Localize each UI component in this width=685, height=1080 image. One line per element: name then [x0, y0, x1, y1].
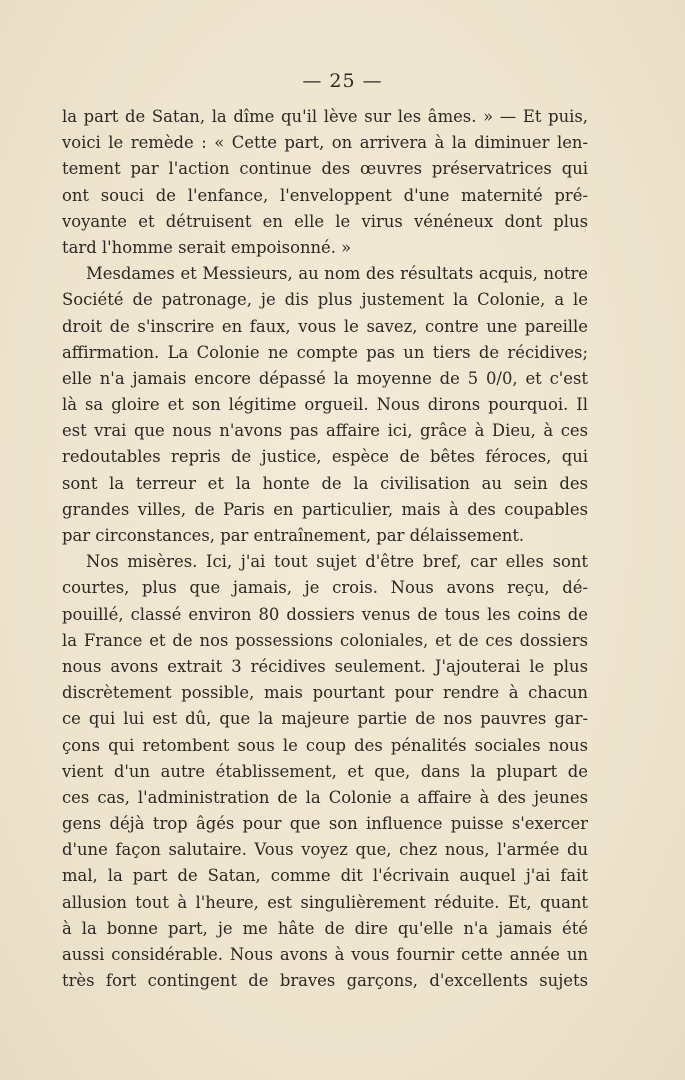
text-line: allusion tout à l'heure, est singulièrement réduite. Et, quant [62, 892, 588, 912]
text-line: pouillé, classé environ 80 dossiers venus de tous les coins de [62, 604, 588, 624]
text-line: droit de s'inscrire en faux, vous le savez, contre une pareille [62, 316, 588, 336]
text-line: voyante et détruisent en elle le virus vénéneux dont plus [62, 211, 588, 231]
text-line: affirmation. La Colonie ne compte pas un tiers de récidives; [62, 342, 588, 362]
text-line: la part de Satan, la dîme qu'il lève sur les âmes. » — Et puis, [62, 107, 588, 126]
text-line: Nos misères. Ici, j'ai tout sujet d'être bref, car elles sont [86, 552, 588, 572]
text-line: ces cas, l'administration de la Colonie a affaire à des jeunes [62, 787, 588, 807]
text-line: vient d'un autre établissement, et que, dans la plupart de [62, 761, 588, 781]
text-line: à la bonne part, je me hâte de dire qu'elle n'a jamais été [62, 918, 588, 938]
text-line: très fort contingent de braves garçons, d'excellents sujets [62, 971, 588, 991]
text-line: aussi considérable. Nous avons à vous fournir cette année un [62, 945, 588, 964]
page-number: — 25 — [302, 70, 383, 92]
text-line: courtes, plus que jamais, je crois. Nous avons reçu, dé- [62, 578, 588, 598]
text-line: nous avons extrait 3 récidives seulement. J'ajouterai le plus [62, 656, 588, 676]
text-line: est vrai que nous n'avons pas affaire ici, grâce à Dieu, à ces [62, 421, 588, 441]
text-line: par circonstances, par entraînement, par délaissement. [62, 526, 525, 545]
body-text [62, 104, 588, 994]
text-line: çons qui retombent sous le coup des pénalités sociales nous [62, 735, 588, 755]
text-line: sont la terreur et la honte de la civilisation au sein des [62, 473, 588, 493]
text-line: tement par l'action continue des œuvres préservatrices qui [62, 159, 588, 179]
text-line: grandes villes, de Paris en particulier, mais à des coupables [62, 499, 588, 519]
text-line: ce qui lui est dû, que la majeure partie de nos pauvres gar- [62, 709, 588, 729]
text-line: Société de patronage, je dis plus justement la Colonie, a le [62, 290, 588, 310]
text-line: discrètement possible, mais pourtant pour rendre à chacun [62, 683, 588, 703]
text-line: d'une façon salutaire. Vous voyez que, chez nous, l'armée du [62, 840, 588, 860]
text-line: voici le remède : « Cette part, on arrivera à la diminuer len- [62, 133, 588, 153]
text-line: la France et de nos possessions coloniales, et de ces dossiers [62, 630, 588, 650]
text-line: tard l'homme serait empoisonné. » [62, 237, 352, 257]
text-line: mal, la part de Satan, comme dit l'écrivain auquel j'ai fait [62, 866, 588, 886]
text-line: elle n'a jamais encore dépassé la moyenne de 5 0/0, et c'est [62, 368, 588, 388]
text-line: gens déjà trop âgés pour que son influence puisse s'exercer [62, 814, 588, 834]
text-line: ont souci de l'enfance, l'enveloppent d'une maternité pré- [62, 185, 588, 205]
text-line: là sa gloire et son légitime orgueil. Nous dirons pourquoi. Il [62, 395, 588, 415]
text-line: redoutables repris de justice, espèce de bêtes féroces, qui [62, 447, 588, 467]
text-line: Mesdames et Messieurs, au nom des résultats acquis, notre [86, 264, 588, 284]
